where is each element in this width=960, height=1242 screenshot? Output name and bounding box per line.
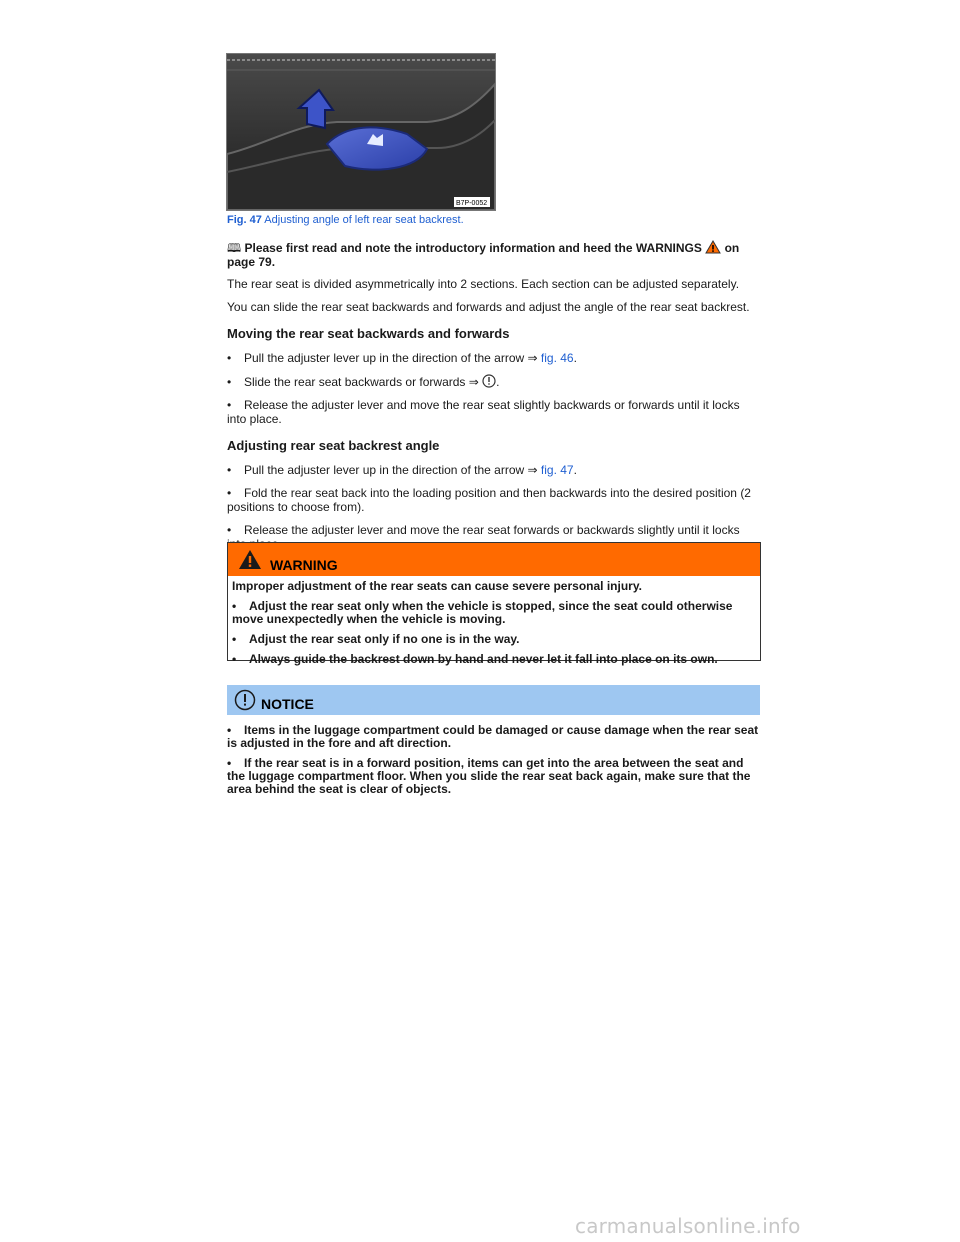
notice-exclamation-icon[interactable] <box>482 374 496 388</box>
warning-triangle-icon <box>238 549 262 570</box>
figure-caption-text: Adjusting angle of left rear seat backrest. <box>264 214 464 226</box>
watermark-text: carmanualsonline.info <box>575 1214 801 1238</box>
list-item: • Always guide the backrest down by hand and never let it fall into place on its own. <box>232 652 718 666</box>
warning-body <box>228 576 760 666</box>
notice-title: NOTICE <box>261 696 314 712</box>
paragraph-1: The rear seat is divided asymmetrically into 2 sections. Each section can be adjusted separately. <box>227 277 740 291</box>
bullet: • <box>227 375 232 389</box>
warning-triangle-icon <box>705 240 721 254</box>
list-item: • Adjust the rear seat only when the vehicle is stopped, since the seat could otherwise move unexpectedly when the vehicle is moving. <box>232 599 733 626</box>
bullet: • <box>227 351 232 365</box>
warning-title: WARNING <box>270 557 338 573</box>
intro-page-ref: page 79. <box>227 255 276 269</box>
list-item: • Slide the rear seat backwards or forwards ⇒ . <box>227 375 500 389</box>
list-item: • Release the adjuster lever and move the rear seat slightly backwards or forwards until it locks into place. <box>227 398 740 426</box>
list-item: • Adjust the rear seat only if no one is in the way. <box>232 632 520 646</box>
bullet: • <box>227 463 232 477</box>
figure-image <box>226 53 496 211</box>
fig-46-link[interactable]: fig. 46 <box>540 351 574 365</box>
figure-number: Fig. 47 <box>227 214 262 226</box>
main-content <box>227 240 762 560</box>
bullet: • <box>227 523 232 537</box>
warning-lead: Improper adjustment of the rear seats can cause severe personal injury. <box>232 579 642 593</box>
notice-header <box>227 685 760 715</box>
intro-text-tail: on <box>724 241 740 255</box>
image-code: B7P-0052 <box>456 200 488 207</box>
list-item: • Pull the adjuster lever up in the direction of the arrow ⇒ fig. 46. <box>227 351 577 365</box>
list-item: • Pull the adjuster lever up in the direction of the arrow ⇒ fig. 47. <box>227 463 577 477</box>
list-item: • Items in the luggage compartment could be damaged or cause damage when the rear seat is adjusted in the fore and aft direction. <box>227 723 759 750</box>
bullet: • <box>227 398 232 412</box>
list-item: • Release the adjuster lever and move the rear seat forwards or backwards slightly until it locks <box>227 523 740 537</box>
paragraph-2: You can slide the rear seat backwards and forwards and adjust the angle of the rear seat backrest. <box>227 300 750 314</box>
intro-note <box>227 240 762 269</box>
list-item: • If the rear seat is in a forward position, items can get into the area between the seat and the luggage compartment floor. When you slide the rear seat back again, make sure that the area behind the seat is clear of objects. <box>227 756 751 796</box>
section-heading-moving: Moving the rear seat backwards and forwards <box>227 326 510 341</box>
book-icon: 🕮 <box>227 241 242 255</box>
fig-47-link[interactable]: fig. 47 <box>540 463 574 477</box>
section-heading-backrest: Adjusting rear seat backrest angle <box>227 438 440 453</box>
warning-header <box>228 543 760 576</box>
intro-text: Please first read and note the introductory information and heed the WARNINGS <box>244 241 702 255</box>
list-item: • Fold the rear seat back into the loading position and then backwards into the desired position (2 positions to choose from). <box>227 486 751 514</box>
bullet: • <box>227 486 232 500</box>
warning-box <box>227 542 761 666</box>
figure-caption <box>227 214 464 226</box>
notice-exclamation-icon <box>234 689 256 711</box>
notice-body <box>227 724 762 803</box>
